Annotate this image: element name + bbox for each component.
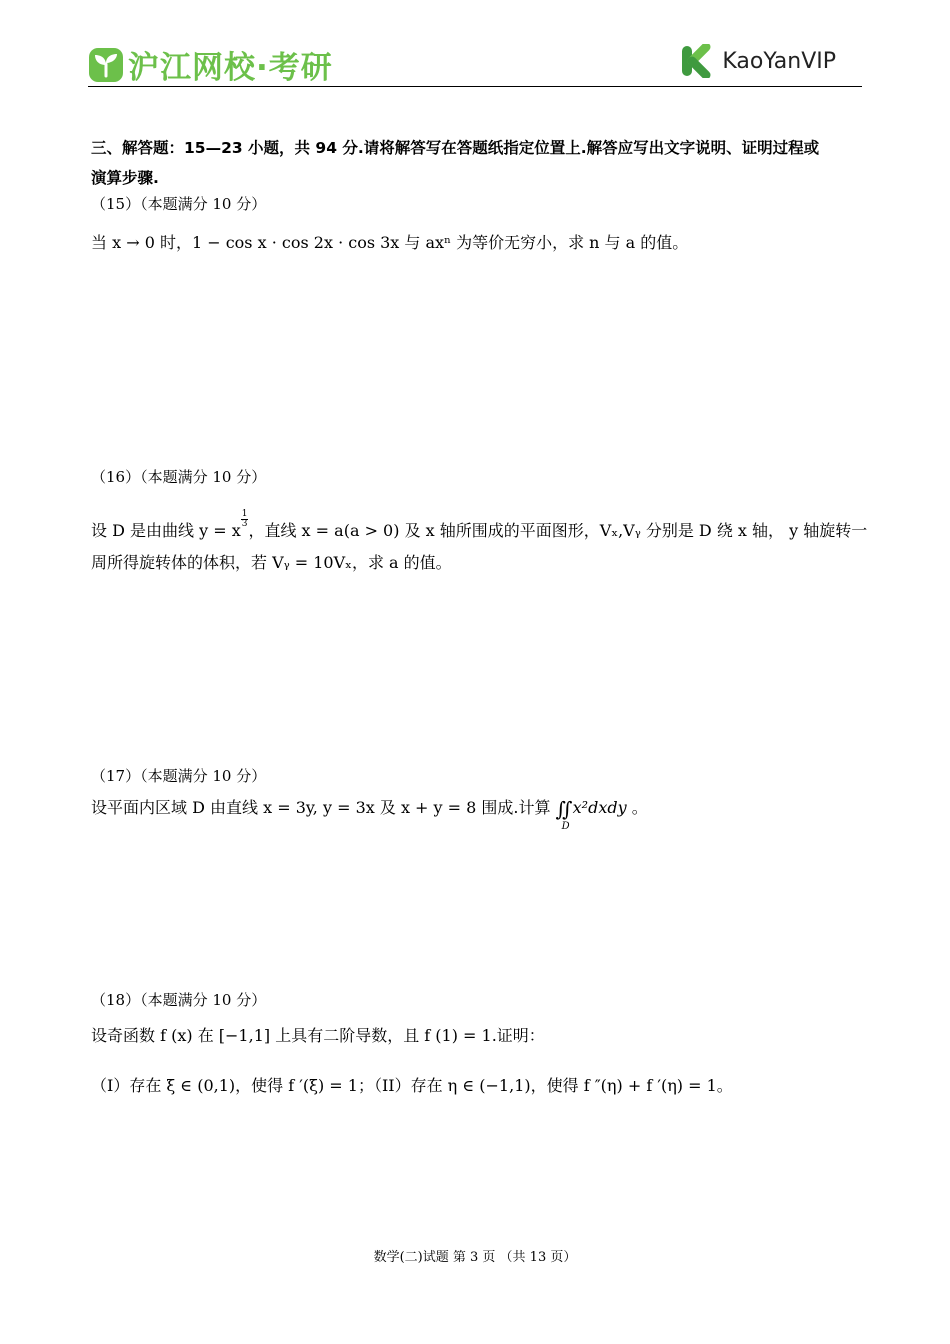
section-heading-line2: 演算步骤. xyxy=(91,169,159,187)
section-heading-line1: 三、解答题：15—23 小题，共 94 分.请将解答写在答题纸指定位置上.解答应写出文字说明、证明过程或 xyxy=(91,139,820,157)
double-integral-sign: ∬ D xyxy=(555,797,573,832)
integral-subscript: D xyxy=(561,821,570,832)
problem-16-line2: 周所得旋转体的体积，若 Vᵧ = 10Vₓ，求 a 的值。 xyxy=(91,553,452,572)
problem-16-line1-post: ，直线 x = a(a > 0) 及 x 轴所围成的平面图形，Vₓ,Vᵧ 分别是 D 绕 x 轴， y 轴旋转一 xyxy=(248,521,868,540)
exponent-numerator: 1 xyxy=(241,509,248,519)
page-header xyxy=(88,38,862,87)
problem-15-tag: （15）（本题满分 10 分） xyxy=(91,195,267,213)
integrand: x²dxdy xyxy=(572,798,627,817)
problem-16-line1 xyxy=(91,510,867,540)
problem-18-line1: 设奇函数 f (x) 在 [−1,1] 上具有二阶导数，且 f (1) = 1.证明： xyxy=(91,1026,545,1045)
brand-right-text: KaoYanVIP xyxy=(722,48,836,74)
sprout-icon xyxy=(88,47,124,83)
page-footer: 数学(二)试题 第 3 页 （共 13 页） xyxy=(373,1250,577,1265)
problem-16-tag: （16）（本题满分 10 分） xyxy=(91,468,267,486)
problem-17-text xyxy=(91,797,648,832)
kaoyanvip-logo xyxy=(680,44,836,78)
problem-18-line2: （I）存在 ξ ∈ (0,1)，使得 f ′(ξ) = 1；（II）存在 η ∈ (−1,1)，使得 f ″(η) + f ′(η) = 1。 xyxy=(91,1076,733,1095)
k-logo-icon xyxy=(680,44,714,78)
problem-18-tag: （18）（本题满分 10 分） xyxy=(91,991,267,1009)
problem-16-line1-pre: 设 D 是由曲线 y = x xyxy=(91,521,241,540)
problem-17-text-pre: 设平面内区域 D 由直线 x = 3y, y = 3x 及 x + y = 8 围成.计算 xyxy=(91,798,551,817)
problem-15-text: 当 x → 0 时，1 − cos x · cos 2x · cos 3x 与 axⁿ 为等价无穷小，求 n 与 a 的值。 xyxy=(91,233,689,252)
hujiang-logo xyxy=(88,42,333,87)
exponent-denominator: 3 xyxy=(241,519,248,529)
problem-17-text-post: 。 xyxy=(631,798,648,817)
problem-17-tag: （17）（本题满分 10 分） xyxy=(91,767,267,785)
brand-left-text: 沪江网校·考研 xyxy=(128,50,333,86)
